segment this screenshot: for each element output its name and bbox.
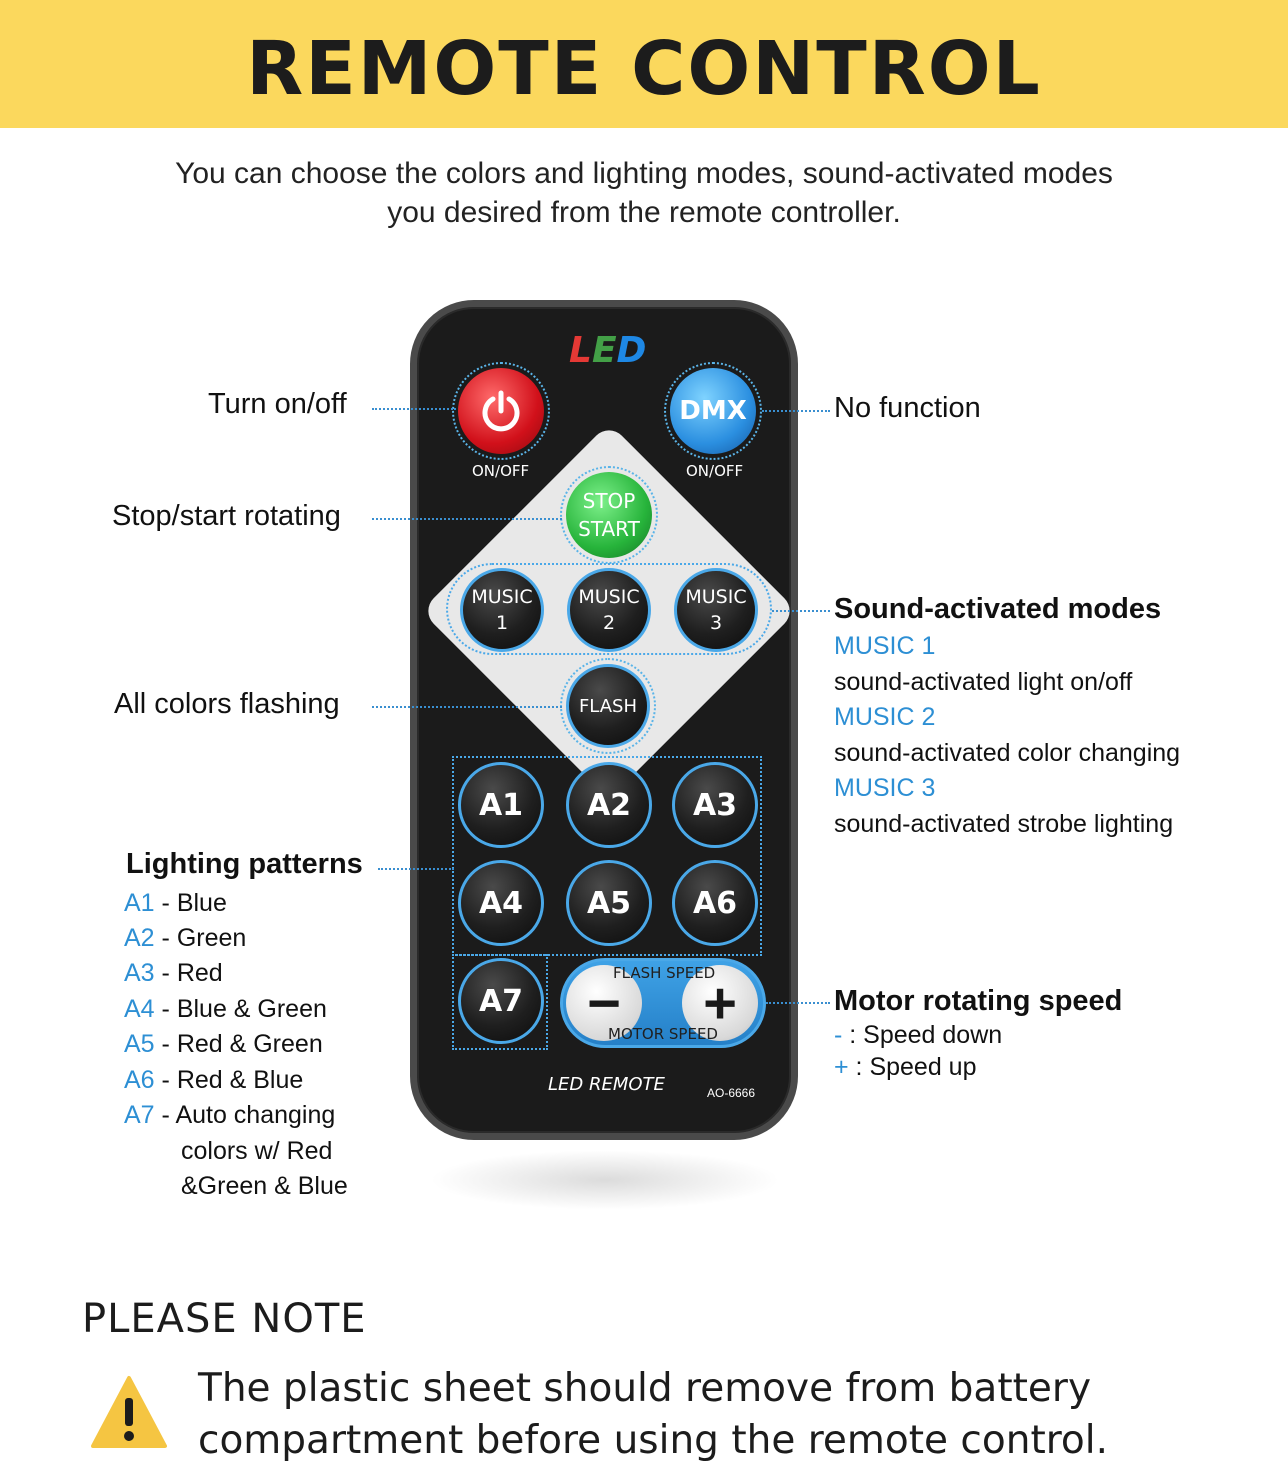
power-icon (477, 387, 525, 435)
lighting-item (124, 959, 223, 988)
lighting-code: A4 (124, 995, 155, 1023)
leader-stop (372, 518, 562, 520)
music-3-label: MUSIC (685, 586, 747, 608)
lighting-sep: - (154, 995, 177, 1023)
start-label: START (578, 517, 640, 541)
leader-power (372, 408, 456, 410)
callout-sound-title: Sound-activated modes (834, 593, 1162, 625)
stop-label: STOP (582, 489, 636, 513)
motor-down-item (834, 1021, 1002, 1050)
a1-button[interactable]: A1 (458, 762, 544, 848)
motor-up-text: : Speed up (848, 1053, 977, 1081)
dmx-sub-label: ON/OFF (686, 462, 744, 480)
speed-down-button[interactable]: − (566, 965, 642, 1041)
logo-letter-d: D (616, 330, 647, 371)
dmx-button[interactable]: DMX (670, 368, 756, 454)
sound-item-name: MUSIC 3 (834, 774, 936, 802)
motor-down-symbol: - (834, 1021, 843, 1049)
lighting-text: Green (176, 924, 247, 952)
music-1-button[interactable] (460, 568, 544, 652)
callout-all-colors: All colors flashing (114, 688, 340, 720)
leader-dmx (762, 410, 830, 412)
lighting-code: A5 (124, 1030, 155, 1058)
lighting-sep: - (154, 889, 177, 917)
lighting-sep: - (154, 1101, 176, 1129)
callout-motor-title: Motor rotating speed (834, 985, 1123, 1017)
lighting-code: A6 (124, 1066, 155, 1094)
lighting-text: Red (176, 959, 223, 987)
remote-shadow (430, 1150, 780, 1210)
logo-letter-l: L (569, 330, 592, 371)
callout-no-function: No function (834, 392, 981, 424)
sound-item-desc: sound-activated light on/off (834, 668, 1133, 696)
a4-button[interactable]: A4 (458, 860, 544, 946)
music-1-number: 1 (495, 612, 509, 634)
title-banner (0, 0, 1288, 128)
remote-name: LED REMOTE (548, 1074, 665, 1095)
music-2-button[interactable] (567, 568, 651, 652)
sound-item-desc: sound-activated strobe lighting (834, 810, 1174, 838)
leader-flash (372, 706, 562, 708)
lighting-a7-continued-1: colors w/ Red (181, 1137, 333, 1165)
note-line-2: compartment before using the remote control. (198, 1418, 1109, 1463)
callout-turn-onoff: Turn on/off (208, 388, 347, 420)
led-logo (569, 330, 646, 371)
lighting-item (124, 1030, 323, 1059)
lighting-item (124, 924, 246, 953)
motor-speed-label: MOTOR SPEED (608, 1025, 718, 1043)
lighting-code: A1 (124, 889, 155, 917)
stop-start-button[interactable] (566, 472, 652, 558)
music-1-label: MUSIC (471, 586, 533, 608)
lighting-text: Red & Green (176, 1030, 323, 1058)
page-title: REMOTE CONTROL (246, 26, 1042, 112)
lighting-sep: - (154, 1066, 177, 1094)
lighting-text: Auto changing (175, 1101, 336, 1129)
lighting-code: A2 (124, 924, 155, 952)
callout-lighting-title: Lighting patterns (126, 848, 363, 880)
power-button[interactable] (458, 368, 544, 454)
music-3-button[interactable] (674, 568, 758, 652)
lighting-item (124, 889, 227, 918)
sound-item-name: MUSIC 2 (834, 703, 936, 731)
power-label: ON/OFF (472, 462, 530, 480)
lighting-item (124, 1101, 335, 1130)
flash-speed-label: FLASH SPEED (613, 964, 716, 982)
a2-button[interactable]: A2 (566, 762, 652, 848)
flash-button[interactable]: FLASH (566, 664, 650, 748)
a6-button[interactable]: A6 (672, 860, 758, 946)
motor-up-item (834, 1053, 977, 1082)
leader-music (772, 610, 830, 612)
motor-down-text: : Speed down (842, 1021, 1003, 1049)
music-2-label: MUSIC (578, 586, 640, 608)
lighting-item (124, 1066, 303, 1095)
a7-button[interactable]: A7 (458, 958, 544, 1044)
music-3-number: 3 (709, 612, 723, 634)
warning-icon (90, 1374, 168, 1450)
a3-button[interactable]: A3 (672, 762, 758, 848)
a5-button[interactable]: A5 (566, 860, 652, 946)
lighting-text: Blue (176, 889, 227, 917)
lighting-sep: - (154, 959, 177, 987)
music-2-number: 2 (602, 612, 616, 634)
lighting-code: A3 (124, 959, 155, 987)
lighting-a7-continued-2: &Green & Blue (181, 1172, 348, 1200)
lighting-code: A7 (124, 1101, 155, 1129)
lighting-text: Blue & Green (176, 995, 327, 1023)
sound-item-name: MUSIC 1 (834, 632, 936, 660)
leader-motor (766, 1002, 830, 1004)
lighting-item (124, 995, 327, 1024)
leader-lighting (378, 868, 454, 870)
intro-line-1: You can choose the colors and lighting modes, sound-activated modes (175, 157, 1113, 190)
lighting-sep: - (154, 924, 177, 952)
sound-item-desc: sound-activated color changing (834, 739, 1181, 767)
logo-letter-e: E (591, 330, 617, 371)
note-title: PLEASE NOTE (82, 1296, 367, 1342)
remote-model: AO-6666 (707, 1086, 756, 1100)
lighting-sep: - (154, 1030, 177, 1058)
lighting-text: Red & Blue (176, 1066, 304, 1094)
note-line-1: The plastic sheet should remove from battery (198, 1366, 1092, 1411)
motor-up-symbol: + (834, 1053, 849, 1081)
callout-stop-start: Stop/start rotating (112, 500, 341, 532)
speed-up-button[interactable]: + (682, 965, 758, 1041)
intro-line-2: you desired from the remote controller. (387, 196, 901, 229)
